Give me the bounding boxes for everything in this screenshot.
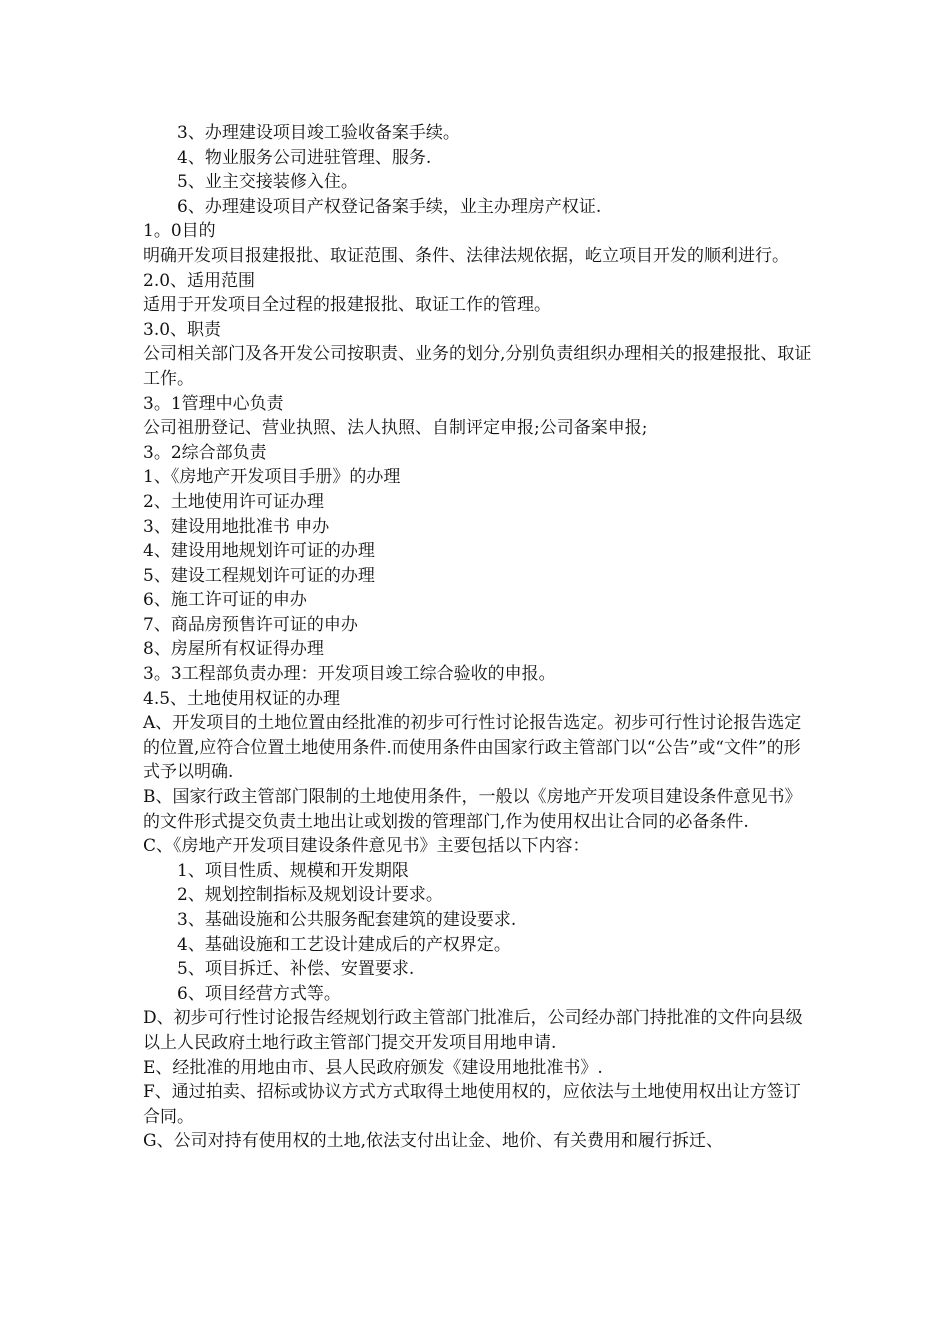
paragraph: 公司祖册登记、营业执照、法人执照、自制评定申报;公司备案申报; bbox=[143, 418, 648, 439]
paragraph: 8、房屋所有权证得办理 bbox=[143, 639, 324, 660]
paragraph: 2、规划控制指标及规划设计要求。 bbox=[177, 885, 443, 906]
paragraph: 5、项目拆迁、补偿、安置要求. bbox=[177, 959, 415, 980]
paragraph: 4、建设用地规划许可证的办理 bbox=[143, 541, 375, 562]
paragraph: 3.0、职责 bbox=[143, 319, 222, 340]
paragraph: 6、项目经营方式等。 bbox=[177, 983, 341, 1004]
paragraph: B、国家行政主管部门限制的土地使用条件，一般以《房地产开发项目建设条件意见书》的文件形式提交负责土地出让或划拨的管理部门,作为使用权出让合同的必备条件. bbox=[143, 787, 802, 832]
paragraph: 6、施工许可证的申办 bbox=[143, 590, 307, 611]
paragraph: D、初步可行性讨论报告经规划行政主管部门批准后，公司经办部门持批准的文件向县级以上人民政府土地行政主管部门提交开发项目用地申请. bbox=[143, 1008, 803, 1053]
paragraph: A、开发项目的土地位置由经批准的初步可行性讨论报告选定。初步可行性讨论报告选定的位置,应符合位置土地使用条件.而使用条件由国家行政主管部门以“公告”或“文件”的形式予以明确. bbox=[143, 713, 802, 783]
paragraph: G、公司对持有使用权的土地,依法支付出让金、地价、有关费用和履行拆迁、 bbox=[143, 1131, 723, 1152]
paragraph: 4、基础设施和工艺设计建成后的产权界定。 bbox=[177, 934, 511, 955]
paragraph: 3。3工程部负责办理：开发项目竣工综合验收的申报。 bbox=[143, 664, 556, 685]
paragraph: 3、建设用地批准书 申办 bbox=[143, 516, 330, 537]
paragraph: F、通过拍卖、招标或协议方式方式取得土地使用权的，应依法与土地使用权出让方签订合同。 bbox=[143, 1082, 801, 1127]
paragraph: E、经批准的用地由市、县人民政府颁发《建设用地批准书》. bbox=[143, 1057, 603, 1078]
paragraph: 5、业主交接装修入住。 bbox=[177, 172, 358, 193]
paragraph: 4、物业服务公司进驻管理、服务. bbox=[177, 147, 432, 168]
paragraph: 2、土地使用许可证办理 bbox=[143, 491, 324, 512]
paragraph: 3。1管理中心负责 bbox=[143, 393, 284, 414]
paragraph: 1、项目性质、规模和开发期限 bbox=[177, 860, 409, 881]
paragraph: 4.5、土地使用权证的办理 bbox=[143, 688, 341, 709]
paragraph: 6、办理建设项目产权登记备案手续，业主办理房产权证. bbox=[177, 196, 602, 217]
paragraph: 3、办理建设项目竣工验收备案手续。 bbox=[177, 123, 460, 143]
paragraph: 2.0、适用范围 bbox=[143, 270, 256, 291]
paragraph: 1、《房地产开发项目手册》的办理 bbox=[143, 467, 401, 488]
paragraph: 适用于开发项目全过程的报建报批、取证工作的管理。 bbox=[143, 295, 551, 316]
document-page bbox=[143, 121, 815, 1154]
paragraph: 7、商品房预售许可证的申办 bbox=[143, 614, 358, 635]
paragraph: 明确开发项目报建报批、取证范围、条件、法律法规依据，屹立项目开发的顺利进行。 bbox=[143, 245, 789, 266]
paragraph: 3、基础设施和公共服务配套建筑的建设要求. bbox=[177, 910, 517, 930]
paragraph: C、《房地产开发项目建设条件意见书》主要包括以下内容： bbox=[143, 836, 590, 857]
paragraph: 3。2综合部负责 bbox=[143, 442, 267, 463]
paragraph: 5、建设工程规划许可证的办理 bbox=[143, 565, 375, 586]
paragraph: 公司相关部门及各开发公司按职责、业务的划分,分别负责组织办理相关的报建报批、取证工作。 bbox=[143, 344, 812, 389]
paragraph: 1。0目的 bbox=[143, 221, 216, 242]
